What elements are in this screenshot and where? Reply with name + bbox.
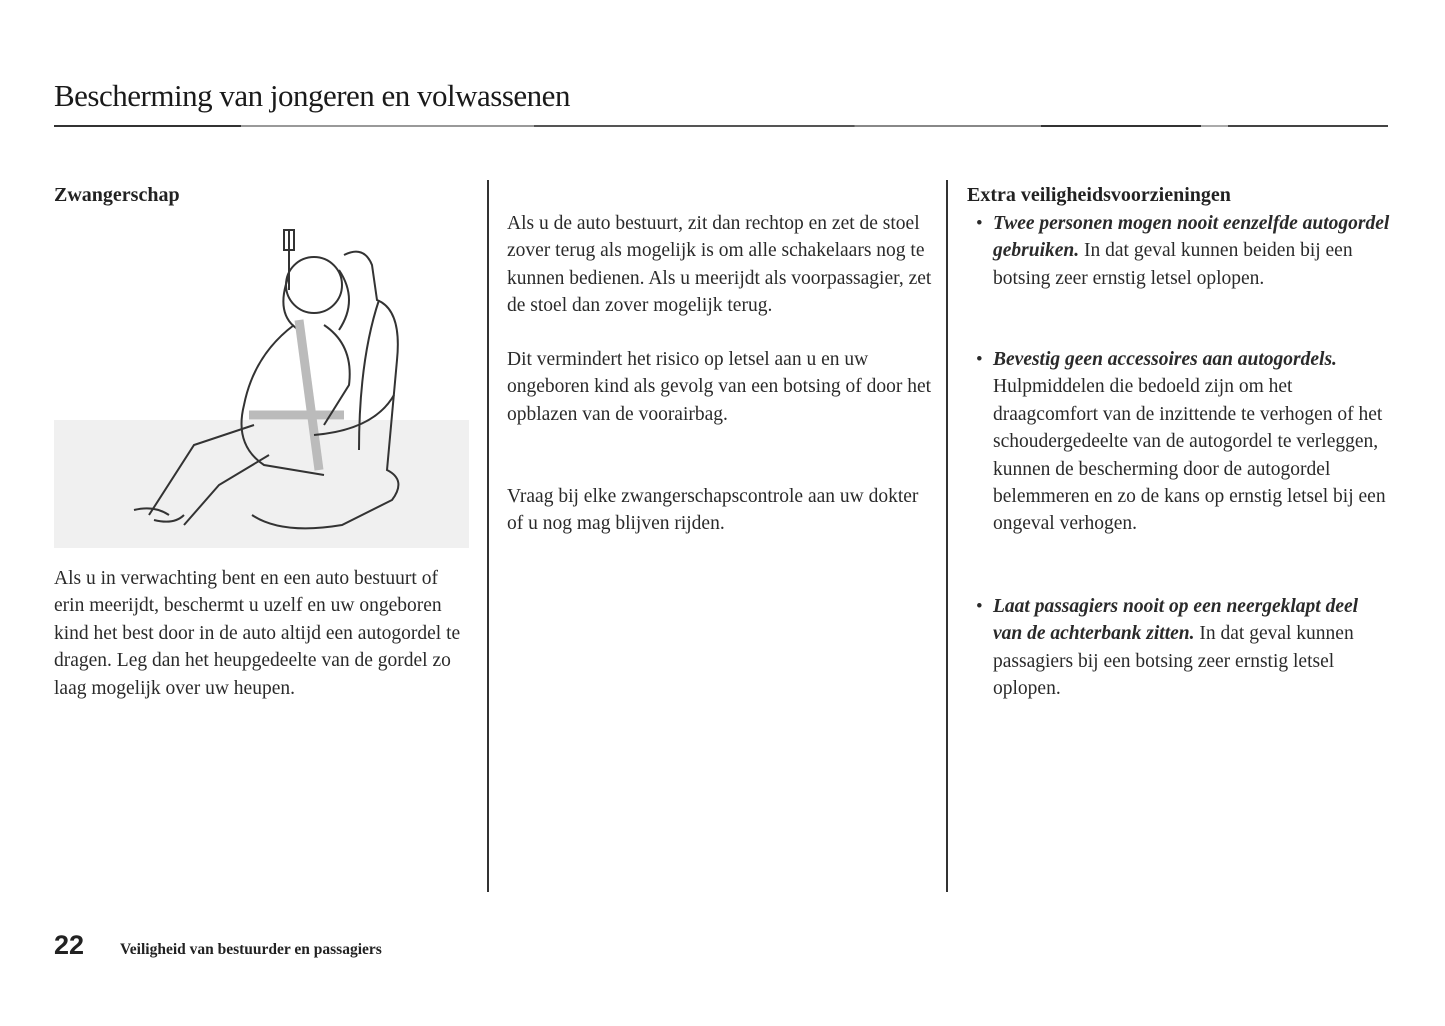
title-rule <box>54 125 1388 127</box>
bullet-icon: • <box>976 213 983 234</box>
bullet-icon: • <box>976 596 983 617</box>
body-paragraph: Als u in verwachting bent en een auto bestuurt of erin meerijdt, beschermt u uzelf en uw ongeboren kind het best door in de auto altijd een autogordel te dragen. Leg dan het heupgedeelte van de gordel zo laag mogelijk over uw heupen. <box>54 568 461 699</box>
bullet-item: • Twee personen mogen nooit eenzelfde autogordel gebruiken. In dat geval kunnen beiden bij een botsing zeer ernstig letsel oplopen. <box>967 210 1392 292</box>
body-paragraph: Dit vermindert het risico op letsel aan u en uw ongeboren kind als gevolg van een botsing of door het opblazen van de voorairbag. <box>507 349 932 425</box>
column-divider <box>487 180 489 892</box>
bullet-item: • Bevestig geen accessoires aan autogordels. Hulpmiddelen die bedoeld zijn om het draagcomfort van de inzittende te verhogen of het schoudergedeelte van de autogordel te verleggen, kunnen de bescherming door de autogordel belemmeren en zo de kans op ernstig letsel bij een ongeval verhogen. <box>967 346 1392 538</box>
footer-section-title: Veiligheid van bestuurder en passagiers <box>120 941 382 958</box>
bullet-item: • Laat passagiers nooit op een neergeklapt deel van de achterbank zitten. In dat geval kunnen passagiers bij een botsing zeer ernstig letsel oplopen. <box>967 593 1392 703</box>
bullet-icon: • <box>976 349 983 370</box>
page-number: 22 <box>54 930 85 960</box>
section-heading: Extra veiligheidsvoorzieningen <box>967 184 1231 206</box>
column-divider <box>946 180 948 892</box>
pregnant-woman-seatbelt-illustration <box>54 225 469 548</box>
body-paragraph: Vraag bij elke zwangerschapscontrole aan uw dokter of u nog mag blijven rijden. <box>507 486 919 535</box>
page-title: Bescherming van jongeren en volwassenen <box>54 78 570 113</box>
section-heading: Zwangerschap <box>54 184 180 206</box>
body-paragraph: Als u de auto bestuurt, zit dan rechtop en zet de stoel zover terug als mogelijk is om alle schakelaars nog te kunnen bedienen. Als u meerijdt als voorpassagier, zet de stoel dan zover mogelijk terug. <box>507 213 932 317</box>
